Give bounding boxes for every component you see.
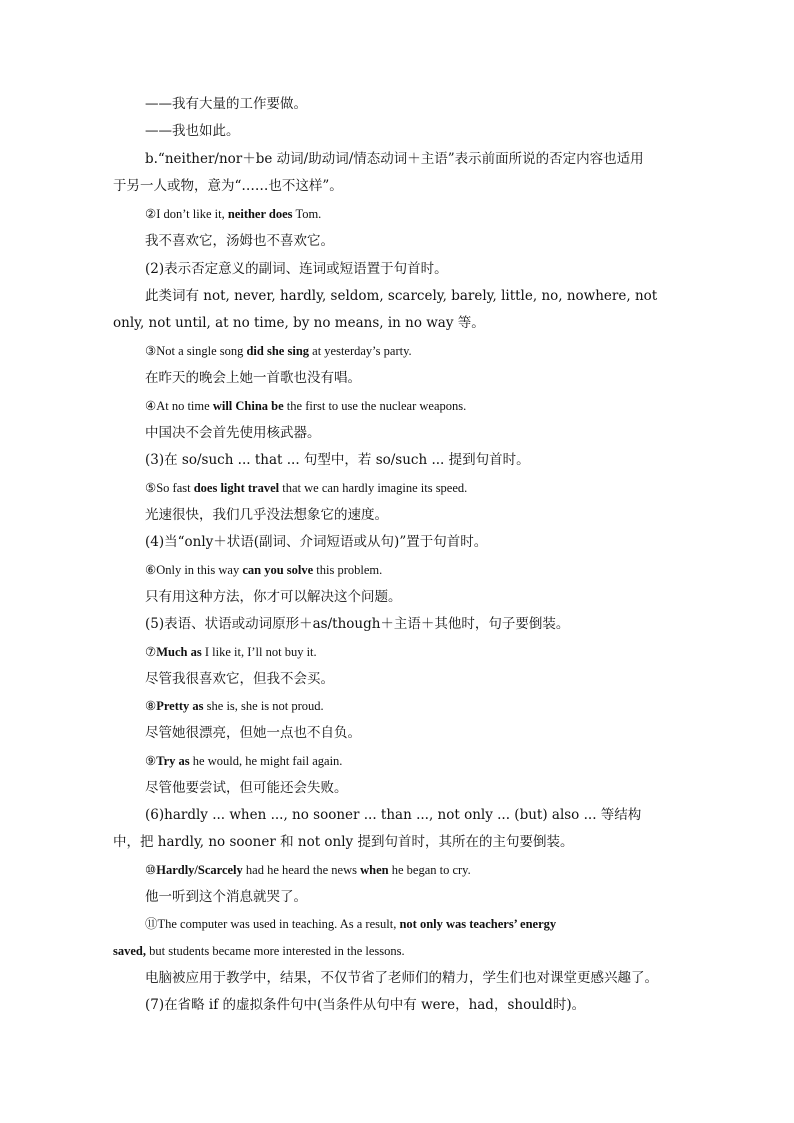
example-bold: can you solve xyxy=(242,563,314,577)
translation-7: 尽管我很喜欢它，但我不会买。 xyxy=(145,671,334,687)
section-2-heading: (2)表示否定意义的副词、连词或短语置于句首时。 xyxy=(145,261,448,277)
example-5 xyxy=(145,479,467,497)
example-text: he began to cry. xyxy=(388,863,471,877)
example-text: ⑧ xyxy=(145,699,157,713)
example-text: ⑦ xyxy=(145,645,157,659)
rule-b-line-1: b.“neither/nor＋be 动词/助动词/情态动词＋主语”表示前面所说的否定内容也适用 xyxy=(145,151,644,167)
word-list-line-1: 此类词有 not, never, hardly, seldom, scarcely, barely, little, no, nowhere, not xyxy=(145,288,658,304)
section-3-heading: (3)在 so/such ... that ... 句型中，若 so/such ... 提到句首时。 xyxy=(145,452,530,468)
example-text: I like it, I’ll not buy it. xyxy=(201,645,317,659)
section-6-line-1: (6)hardly ... when ..., no sooner ... than ..., not only ... (but) also ... 等结构 xyxy=(145,807,642,823)
example-text: ⑤So fast xyxy=(145,481,194,495)
example-text: the first to use the nuclear weapons. xyxy=(283,399,467,413)
example-text: that we can hardly imagine its speed. xyxy=(279,481,468,495)
example-text: but students became more interested in the lessons. xyxy=(146,944,405,958)
example-text: this problem. xyxy=(313,563,383,577)
example-text: had he heard the news xyxy=(242,863,361,877)
example-bold: will China be xyxy=(212,399,284,413)
example-text: at yesterday’s party. xyxy=(309,344,412,358)
example-10 xyxy=(145,861,471,879)
example-text: he would, he might fail again. xyxy=(189,754,343,768)
example-2 xyxy=(145,205,321,223)
dialogue-line-2: ——我也如此。 xyxy=(145,123,240,139)
example-bold: Pretty as xyxy=(156,699,204,713)
example-bold: not only was teachers’ energy xyxy=(399,917,557,931)
example-3 xyxy=(145,342,412,360)
section-6-line-2: 中，把 hardly, no sooner 和 not only 提到句首时，其所在的主句要倒装。 xyxy=(113,834,574,850)
example-text: ⑨ xyxy=(145,754,157,768)
example-bold: Hardly/Scarcely xyxy=(156,863,243,877)
example-text: ⑥Only in this way xyxy=(145,563,243,577)
translation-11: 电脑被应用于教学中，结果，不仅节省了老师们的精力，学生们也对课堂更感兴趣了。 xyxy=(145,970,658,986)
example-text: she is, she is not proud. xyxy=(203,699,324,713)
example-bold: saved, xyxy=(113,944,146,958)
example-text: ②I don’t like it, xyxy=(145,207,228,221)
dialogue-line-1: ——我有大量的工作要做。 xyxy=(145,96,307,112)
example-8 xyxy=(145,697,324,715)
example-text: Tom. xyxy=(292,207,322,221)
example-bold: when xyxy=(360,863,389,877)
rule-b-line-2: 于另一人或物，意为“……也不这样”。 xyxy=(113,178,343,194)
example-7 xyxy=(145,643,317,661)
translation-8: 尽管她很漂亮，但她一点也不自负。 xyxy=(145,725,361,741)
example-11-line-2 xyxy=(113,942,405,960)
example-text: ⑩ xyxy=(145,863,157,877)
example-text: ⑪The computer was used in teaching. As a result, xyxy=(145,917,400,931)
example-9 xyxy=(145,752,342,770)
example-text: ④At no time xyxy=(145,399,213,413)
section-4-heading: (4)当“only＋状语(副词、介词短语或从句)”置于句首时。 xyxy=(145,534,488,550)
example-text: ③Not a single song xyxy=(145,344,247,358)
word-list-line-2: only, not until, at no time, by no means, in no way 等。 xyxy=(113,315,485,331)
example-11-line-1 xyxy=(145,915,556,933)
example-bold: did she sing xyxy=(246,344,310,358)
translation-9: 尽管他要尝试，但可能还会失败。 xyxy=(145,780,348,796)
example-4 xyxy=(145,397,466,415)
example-bold: Much as xyxy=(156,645,202,659)
translation-4: 中国决不会首先使用核武器。 xyxy=(145,425,321,441)
example-bold: Try as xyxy=(156,754,190,768)
translation-5: 光速很快，我们几乎没法想象它的速度。 xyxy=(145,507,388,523)
example-bold: neither does xyxy=(227,207,293,221)
translation-2: 我不喜欢它，汤姆也不喜欢它。 xyxy=(145,233,334,249)
example-bold: does light travel xyxy=(193,481,280,495)
section-5-heading: (5)表语、状语或动词原形＋as/though＋主语＋其他时，句子要倒装。 xyxy=(145,616,570,632)
example-6 xyxy=(145,561,382,579)
section-7-heading: (7)在省略 if 的虚拟条件句中(当条件从句中有 were，had，should时)。 xyxy=(145,997,586,1013)
translation-6: 只有用这种方法，你才可以解决这个问题。 xyxy=(145,589,402,605)
translation-3: 在昨天的晚会上她一首歌也没有唱。 xyxy=(145,370,361,386)
translation-10: 他一听到这个消息就哭了。 xyxy=(145,889,307,905)
